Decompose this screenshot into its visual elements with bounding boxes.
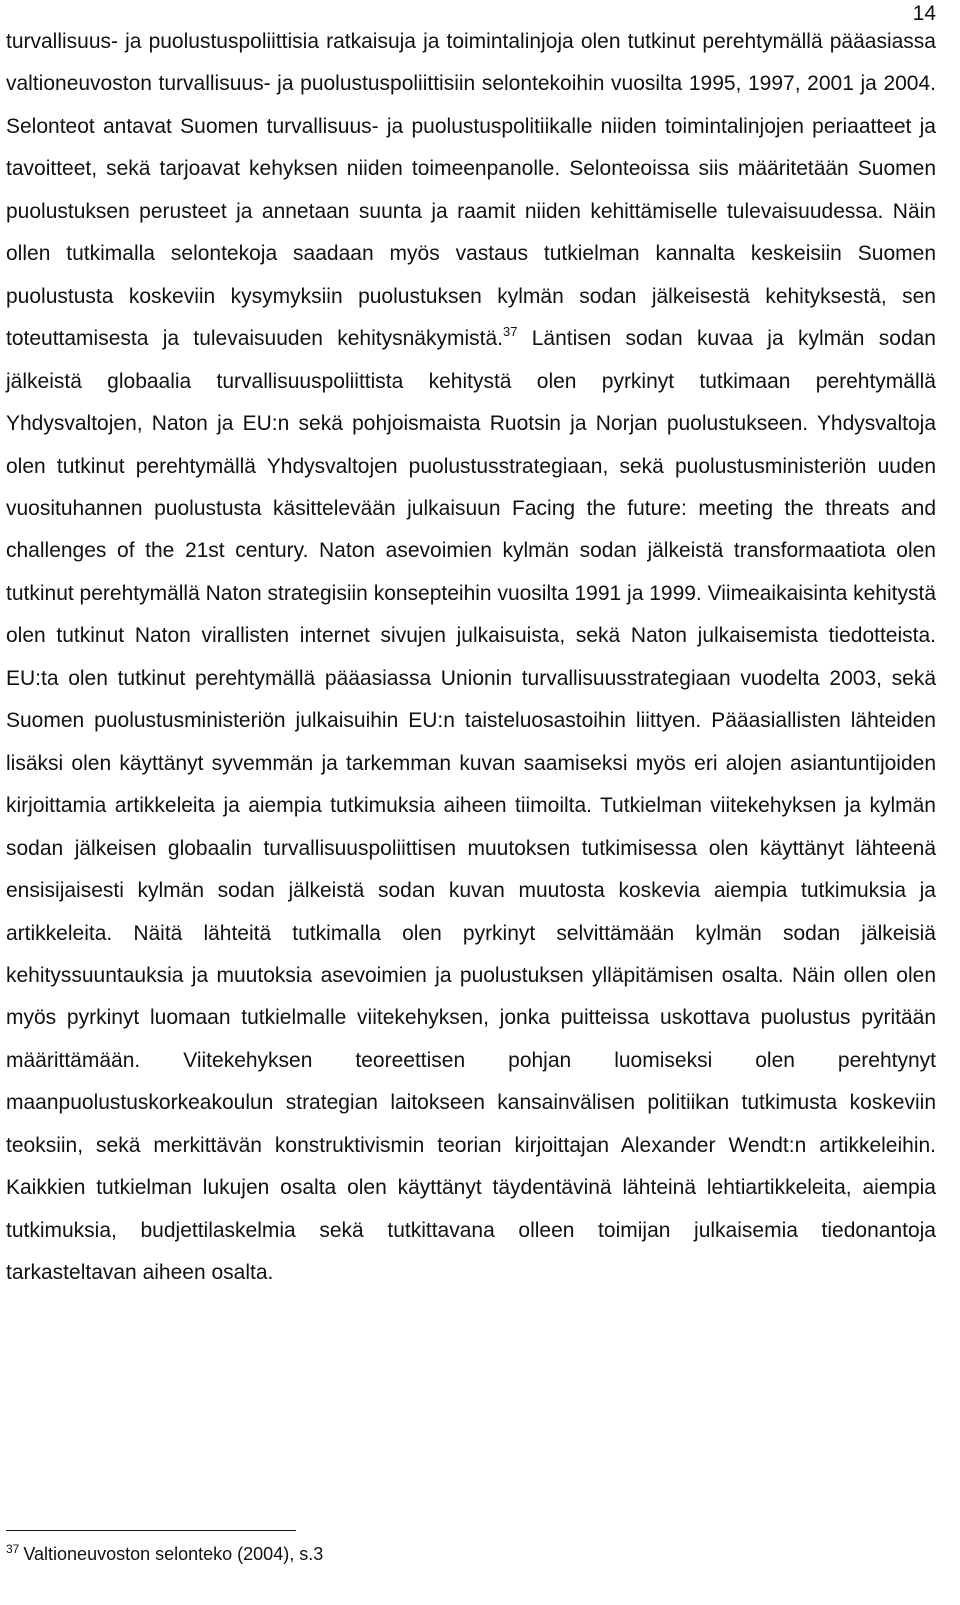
footnote-reference: 37 <box>502 324 518 340</box>
footnote-divider <box>6 1530 296 1531</box>
body-text-part1: turvallisuus- ja puolustuspoliittisia ratkaisuja ja toimintalinjoja olen tutkinut perehtymällä pääasiassa valtioneuvoston turvallisuus- ja puolustuspoliittisiin selontekoihin vuosilta 1995, 1997, 2001 ja 2004. Selonteot antavat Suomen turvallisuus- ja puolustuspolitiikalle niiden toimintalinjojen periaatteet ja tavoitteet, sekä tarjoavat kehyksen niiden toimeenpanolle. Selonteoissa siis määritetään Suomen puolustuksen perusteet ja annetaan suunta ja raamit niiden kehittämiselle tulevaisuudessa. Näin ollen tutkimalla selontekoja saadaan myös vastaus tutkielman kannalta keskeisiin Suomen puolustusta koskeviin kysymyksiin puolustuksen kylmän sodan jälkeisestä kehityksestä, sen toteuttamisesta ja tulevaisuuden kehitysnäkymistä. <box>6 30 936 351</box>
page-number: 14 <box>912 2 936 25</box>
footnote <box>6 1541 706 1567</box>
footnote-text: Valtioneuvoston selonteko (2004), s.3 <box>23 1544 324 1564</box>
body-text-part2: Läntisen sodan kuvaa ja kylmän sodan jälkeistä globaalia turvallisuuspoliittista kehitystä olen pyrkinyt tutkimaan perehtymällä Yhdysvaltojen, Naton ja EU:n sekä pohjoismaista Ruotsin ja Norjan puolustukseen. Yhdysvaltoja olen tutkinut perehtymällä Yhdysvaltojen puolustusstrategiaan, sekä puolustusministeriön uuden vuosituhannen puolustusta käsittelevään julkaisuun Facing the future: meeting the threats and challenges of the 21st century. Naton asevoimien kylmän sodan jälkeistä transformaatiota olen tutkinut perehtymällä Naton strategisiin konsepteihin vuosilta 1991 ja 1999. Viimeaikaisinta kehitystä olen tutkinut Naton virallisten internet sivujen julkaisuista, sekä Naton julkaisemista tiedotteista. EU:ta olen tutkinut perehtymällä pääasiassa Unionin turvallisuusstrategiaan vuodelta 2003, sekä Suomen puolustusministeriön julkaisuihin EU:n taisteluosastoihin liittyen. Pääasiallisten lähteiden lisäksi olen käyttänyt syvemmän ja tarkemman kuvan saamiseksi myös eri alojen asiantuntijoiden kirjoittamia artikkeleita ja aiempia tutkimuksia aiheen tiimoilta. Tutkielman viitekehyksen ja kylmän sodan jälkeisen globaalin turvallisuuspoliittisen muutoksen tutkimisessa olen käyttänyt lähteenä ensisijaisesti kylmän sodan jälkeistä sodan kuvan muutosta koskevia aiempia tutkimuksia ja artikkeleita. Näitä lähteitä tutkimalla olen pyrkinyt selvittämään kylmän sodan jälkeisiä kehityssuuntauksia ja muutoksia asevoimien ja puolustuksen ylläpitämisen osalta. Näin ollen olen myös pyrkinyt luomaan tutkielmalle viitekehyksen, jonka puitteissa uskottava puolustus pyritään määrittämään. Viitekehyksen teoreettisen pohjan luomiseksi olen perehtynyt maanpuolustuskorkeakoulun strategian laitokseen kansainvälisen politiikan tutkimusta koskeviin teoksiin, sekä merkittävän konstruktivismin teorian kirjoittajan Alexander Wendt:n artikkeleihin. Kaikkien tutkielman lukujen osalta olen käyttänyt täydentävinä lähteinä lehtiartikkeleita, aiempia tutkimuksia, budjettilaskelmia sekä tutkittavana olleen toimijan julkaisemia tiedonantoja tarkasteltavan aiheen osalta. <box>6 327 936 1285</box>
body-paragraph <box>6 21 936 1295</box>
footnote-number: 37 <box>6 1542 20 1556</box>
